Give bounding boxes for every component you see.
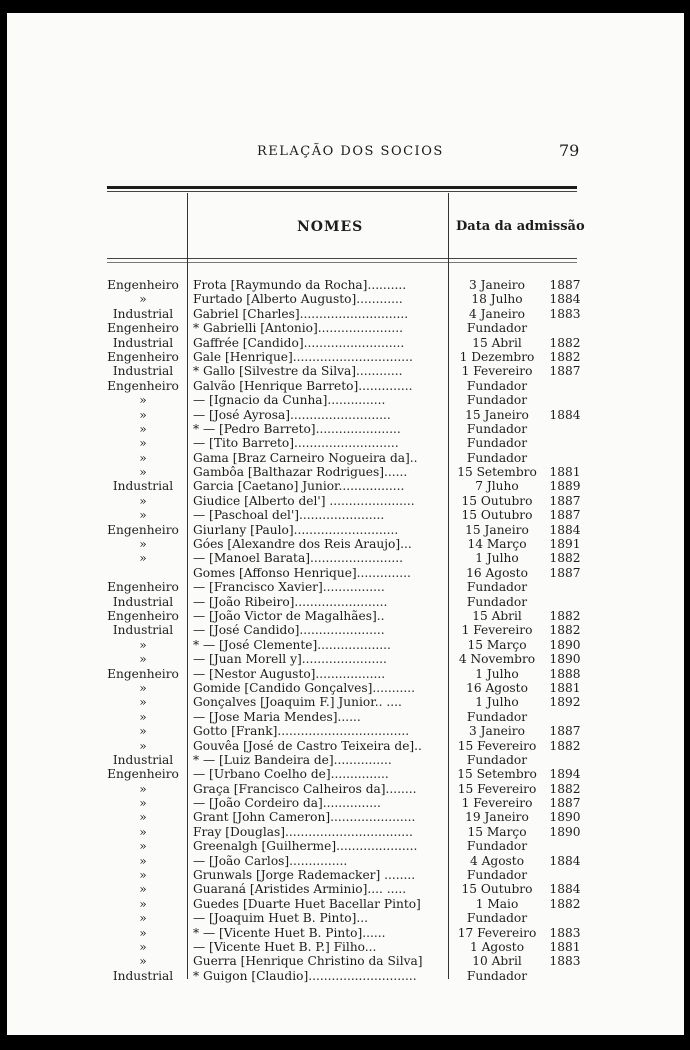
admission-date-cell: Fundador (466, 436, 528, 451)
table-row (7, 537, 684, 551)
book-page (7, 13, 684, 1035)
admission-year-cell: 1884 (549, 882, 581, 897)
table-row (7, 580, 684, 594)
name-cell: Frota [Raymundo da Rocha].......... (193, 278, 407, 292)
name-cell: Fray [Douglas]................................. (193, 824, 413, 839)
name-cell: Giurlany [Paulo]........................... (193, 522, 399, 537)
name-cell: Guaraná [Aristides Arminio].... ..... (193, 882, 407, 897)
admission-year-cell: 1884 (549, 853, 581, 868)
table-row (7, 508, 684, 522)
profession-cell: » (139, 695, 147, 710)
table-row (7, 739, 684, 753)
admission-date-cell: Fundador (466, 968, 528, 983)
profession-cell: » (139, 493, 147, 508)
name-cell: Greenalgh [Guilherme]..................... (193, 839, 418, 854)
name-cell: Galvão [Henrique Barreto].............. (193, 378, 413, 393)
name-cell: — [José Ayrosa].......................... (193, 407, 391, 422)
admission-year-cell: 1887 (549, 508, 581, 523)
admission-date-cell: 16 Agosto (466, 565, 528, 580)
profession-cell: » (139, 393, 147, 408)
table-row (7, 897, 684, 911)
table-row (7, 321, 684, 335)
header-rule (107, 186, 577, 189)
name-cell: Gotto [Frank].................................. (193, 724, 410, 739)
profession-cell: » (139, 537, 147, 552)
name-cell: Guerra [Henrique Christino da Silva] (193, 954, 423, 969)
profession-cell: » (139, 407, 147, 422)
admission-date-cell: Fundador (466, 752, 528, 767)
table-row (7, 465, 684, 479)
profession-cell: » (139, 882, 147, 897)
admission-date-cell: 15 Março (467, 637, 527, 652)
name-cell: — [João Carlos]............... (193, 853, 348, 868)
name-cell: Gambôa [Balthazar Rodrigues]...... (193, 465, 408, 480)
name-cell: — [João Cordeiro da]............... (193, 796, 381, 811)
name-cell: * — [Luiz Bandeira de]............... (193, 752, 392, 767)
table-row (7, 839, 684, 853)
table-row (7, 710, 684, 724)
name-cell: Gouvêa [José de Castro Teixeira de].. (193, 738, 422, 753)
admission-date-cell: 1 Fevereiro (461, 623, 533, 638)
name-cell: Góes [Alexandre dos Reis Araujo]... (193, 537, 412, 552)
name-cell: Grunwals [Jorge Rademacker] ........ (193, 868, 416, 883)
table-row (7, 753, 684, 767)
admission-date-cell: 1 Agosto (469, 939, 525, 954)
admission-year-cell: 1882 (549, 551, 581, 566)
name-cell: Garcia [Caetano] Junior................. (193, 479, 405, 494)
admission-year-cell: 1881 (549, 680, 581, 695)
table-row (7, 911, 684, 925)
admission-year-cell: 1881 (549, 939, 581, 954)
table-row (7, 724, 684, 738)
name-cell: Gonçalves [Joaquim F.] Junior.. .... (193, 695, 402, 710)
table-row (7, 882, 684, 896)
admission-date-cell: 1 Dezembro (459, 349, 535, 364)
profession-cell: Engenheiro (107, 378, 179, 393)
table-row (7, 595, 684, 609)
admission-year-cell: 1881 (549, 465, 581, 480)
name-cell: — [Manoel Barata]........................ (193, 551, 403, 566)
admission-date-cell: Fundador (466, 378, 528, 393)
name-cell: Graça [Francisco Calheiros da]........ (193, 781, 417, 796)
profession-cell: Industrial (112, 752, 174, 767)
profession-cell: » (139, 839, 147, 854)
table-row (7, 695, 684, 709)
admission-date-cell: 4 Janeiro (469, 306, 525, 321)
admission-year-cell: 1887 (549, 278, 581, 292)
name-cell: — [José Candido]...................... (193, 623, 385, 638)
admission-date-cell: Fundador (466, 321, 528, 336)
admission-date-cell: 18 Julho (471, 292, 523, 307)
admission-year-cell: 1883 (549, 954, 581, 969)
name-cell: Guedes [Duarte Huet Bacellar Pinto] (193, 896, 421, 911)
admission-date-cell: 15 Fevereiro (457, 738, 537, 753)
admission-year-cell: 1889 (549, 479, 581, 494)
admission-date-cell: 3 Janeiro (469, 724, 525, 739)
profession-cell: » (139, 465, 147, 480)
admission-date-cell: 14 Março (467, 537, 527, 552)
name-cell: — [Joaquim Huet B. Pinto]... (193, 911, 369, 926)
profession-cell: » (139, 724, 147, 739)
table-row (7, 638, 684, 652)
table-row (7, 292, 684, 306)
table-row (7, 782, 684, 796)
name-cell: Gabriel [Charles]............................ (193, 306, 409, 321)
admission-date-cell: 10 Abril (472, 954, 522, 969)
table-row (7, 652, 684, 666)
profession-cell: » (139, 421, 147, 436)
profession-cell: » (139, 896, 147, 911)
admission-year-cell: 1882 (549, 896, 581, 911)
profession-cell: Engenheiro (107, 278, 179, 292)
name-cell: — [Ignacio da Cunha]............... (193, 393, 386, 408)
admission-year-cell: 1887 (549, 364, 581, 379)
profession-cell: » (139, 911, 147, 926)
column-header-names: NOMES (297, 219, 364, 235)
name-cell: — [Vicente Huet B. P.] Filho... (193, 939, 377, 954)
table-row (7, 451, 684, 465)
admission-year-cell: 1887 (549, 493, 581, 508)
profession-cell: » (139, 436, 147, 451)
running-title: RELAÇÃO DOS SOCIOS (257, 144, 444, 159)
profession-cell: » (139, 796, 147, 811)
profession-cell: Engenheiro (107, 321, 179, 336)
admission-date-cell: 4 Agosto (469, 853, 525, 868)
profession-cell: » (139, 738, 147, 753)
admission-date-cell: Fundador (466, 393, 528, 408)
admission-date-cell: 15 Janeiro (465, 407, 529, 422)
admission-year-cell: 1882 (549, 335, 581, 350)
table-row (7, 436, 684, 450)
name-cell: * Guigon [Claudio]............................ (193, 968, 417, 983)
admission-year-cell: 1887 (549, 724, 581, 739)
profession-cell: Industrial (112, 594, 174, 609)
name-cell: — [Urbano Coelho de]............... (193, 767, 389, 782)
table-row (7, 954, 684, 968)
members-table (7, 278, 684, 983)
profession-cell: Industrial (112, 335, 174, 350)
admission-date-cell: Fundador (466, 580, 528, 595)
admission-year-cell: 1888 (549, 666, 581, 681)
name-cell: Gama [Braz Carneiro Nogueira da].. (193, 450, 418, 465)
admission-date-cell: 15 Outubro (461, 508, 533, 523)
table-row (7, 810, 684, 824)
name-cell: Gomide [Candido Gonçalves]........... (193, 680, 415, 695)
table-row (7, 940, 684, 954)
table-row (7, 379, 684, 393)
profession-cell: » (139, 824, 147, 839)
profession-cell: » (139, 508, 147, 523)
table-row (7, 393, 684, 407)
table-row (7, 796, 684, 810)
table-row (7, 278, 684, 292)
table-row (7, 479, 684, 493)
admission-year-cell: 1887 (549, 565, 581, 580)
name-cell: Gaffrée [Candido].......................... (193, 335, 405, 350)
table-row (7, 408, 684, 422)
admission-year-cell: 1882 (549, 608, 581, 623)
admission-date-cell: 15 Abril (472, 608, 522, 623)
profession-cell: » (139, 853, 147, 868)
admission-year-cell: 1883 (549, 925, 581, 940)
name-cell: * Gallo [Silvestre da Silva]............ (193, 364, 403, 379)
admission-date-cell: Fundador (466, 868, 528, 883)
admission-date-cell: 1 Maio (475, 896, 519, 911)
admission-date-cell: 7 Jluho (475, 479, 519, 494)
admission-year-cell: 1884 (549, 407, 581, 422)
table-row (7, 767, 684, 781)
name-cell: — [Nestor Augusto].................. (193, 666, 386, 681)
admission-date-cell: 15 Setembro (457, 465, 537, 480)
table-header-rule-second (107, 262, 577, 263)
admission-date-cell: Fundador (466, 421, 528, 436)
admission-date-cell: 15 Março (467, 824, 527, 839)
admission-year-cell: 1890 (549, 810, 581, 825)
admission-date-cell: 19 Janeiro (465, 810, 529, 825)
admission-year-cell: 1892 (549, 695, 581, 710)
name-cell: — [Paschoal del']...................... (193, 508, 385, 523)
table-row (7, 364, 684, 378)
name-cell: * — [Vicente Huet B. Pinto]...... (193, 925, 386, 940)
table-row (7, 681, 684, 695)
profession-cell: » (139, 939, 147, 954)
admission-date-cell: Fundador (466, 911, 528, 926)
name-cell: — [Tito Barreto]........................... (193, 436, 399, 451)
profession-cell: Industrial (112, 306, 174, 321)
profession-cell: Industrial (112, 364, 174, 379)
table-row (7, 336, 684, 350)
table-row (7, 422, 684, 436)
name-cell: — [João Ribeiro]........................ (193, 594, 388, 609)
admission-date-cell: 15 Janeiro (465, 522, 529, 537)
admission-year-cell: 1890 (549, 652, 581, 667)
profession-cell: Engenheiro (107, 666, 179, 681)
admission-date-cell: 15 Abril (472, 335, 522, 350)
admission-year-cell: 1887 (549, 796, 581, 811)
header-rule-thin (107, 191, 577, 192)
profession-cell: » (139, 781, 147, 796)
page-number: 79 (559, 141, 580, 160)
table-row (7, 350, 684, 364)
table-row (7, 623, 684, 637)
table-row (7, 926, 684, 940)
admission-year-cell: 1882 (549, 623, 581, 638)
admission-date-cell: 1 Julho (475, 695, 519, 710)
profession-cell: Industrial (112, 968, 174, 983)
admission-year-cell: 1882 (549, 349, 581, 364)
profession-cell: » (139, 652, 147, 667)
admission-date-cell: Fundador (466, 594, 528, 609)
table-header-rule (107, 258, 577, 259)
table-row (7, 825, 684, 839)
profession-cell: » (139, 450, 147, 465)
table-row (7, 667, 684, 681)
admission-date-cell: 15 Fevereiro (457, 781, 537, 796)
table-row (7, 523, 684, 537)
profession-cell: » (139, 637, 147, 652)
admission-date-cell: 1 Julho (475, 666, 519, 681)
profession-cell: » (139, 292, 147, 307)
admission-year-cell: 1894 (549, 767, 581, 782)
profession-cell: Engenheiro (107, 580, 179, 595)
admission-year-cell: 1890 (549, 637, 581, 652)
table-row (7, 494, 684, 508)
admission-date-cell: 1 Fevereiro (461, 364, 533, 379)
admission-date-cell: Fundador (466, 450, 528, 465)
admission-year-cell: 1891 (549, 537, 581, 552)
admission-date-cell: 16 Agosto (466, 680, 528, 695)
admission-date-cell: 3 Janeiro (469, 278, 525, 292)
admission-date-cell: 17 Fevereiro (457, 925, 537, 940)
profession-cell: » (139, 868, 147, 883)
name-cell: — [João Victor de Magalhães].. (193, 608, 385, 623)
name-cell: — [Francisco Xavier]................ (193, 580, 385, 595)
name-cell: — [Juan Morell y]...................... (193, 652, 387, 667)
name-cell: * — [Pedro Barreto]...................... (193, 421, 401, 436)
admission-date-cell: 15 Setembro (457, 767, 537, 782)
profession-cell: Industrial (112, 623, 174, 638)
profession-cell: » (139, 954, 147, 969)
column-header-date: Data da admissão (456, 219, 585, 234)
name-cell: Furtado [Alberto Augusto]............ (193, 292, 403, 307)
profession-cell: » (139, 810, 147, 825)
name-cell: — [Jose Maria Mendes]...... (193, 709, 361, 724)
table-row (7, 969, 684, 983)
profession-cell: Engenheiro (107, 349, 179, 364)
profession-cell: » (139, 925, 147, 940)
name-cell: Gale [Henrique]............................... (193, 349, 413, 364)
profession-cell: Engenheiro (107, 608, 179, 623)
profession-cell: » (139, 680, 147, 695)
admission-year-cell: 1890 (549, 824, 581, 839)
name-cell: Gomes [Affonso Henrique].............. (193, 565, 411, 580)
admission-date-cell: 1 Julho (475, 551, 519, 566)
name-cell: Grant [John Cameron]...................... (193, 810, 416, 825)
admission-date-cell: 1 Fevereiro (461, 796, 533, 811)
table-row (7, 609, 684, 623)
table-row (7, 307, 684, 321)
admission-year-cell: 1884 (549, 522, 581, 537)
table-row (7, 868, 684, 882)
admission-date-cell: 15 Outubro (461, 882, 533, 897)
profession-cell: Industrial (112, 479, 174, 494)
table-row (7, 854, 684, 868)
admission-date-cell: Fundador (466, 709, 528, 724)
name-cell: * Gabrielli [Antonio]...................... (193, 321, 403, 336)
profession-cell: » (139, 709, 147, 724)
profession-cell: Engenheiro (107, 522, 179, 537)
admission-date-cell: Fundador (466, 839, 528, 854)
table-row (7, 551, 684, 565)
name-cell: Giudice [Alberto del'] ...................... (193, 493, 415, 508)
admission-year-cell: 1884 (549, 292, 581, 307)
table-row (7, 566, 684, 580)
admission-year-cell: 1883 (549, 306, 581, 321)
name-cell: * — [José Clemente]................... (193, 637, 391, 652)
profession-cell: Engenheiro (107, 767, 179, 782)
admission-date-cell: 4 Novembro (458, 652, 536, 667)
profession-cell: » (139, 551, 147, 566)
admission-year-cell: 1882 (549, 781, 581, 796)
admission-year-cell: 1882 (549, 738, 581, 753)
admission-date-cell: 15 Outubro (461, 493, 533, 508)
